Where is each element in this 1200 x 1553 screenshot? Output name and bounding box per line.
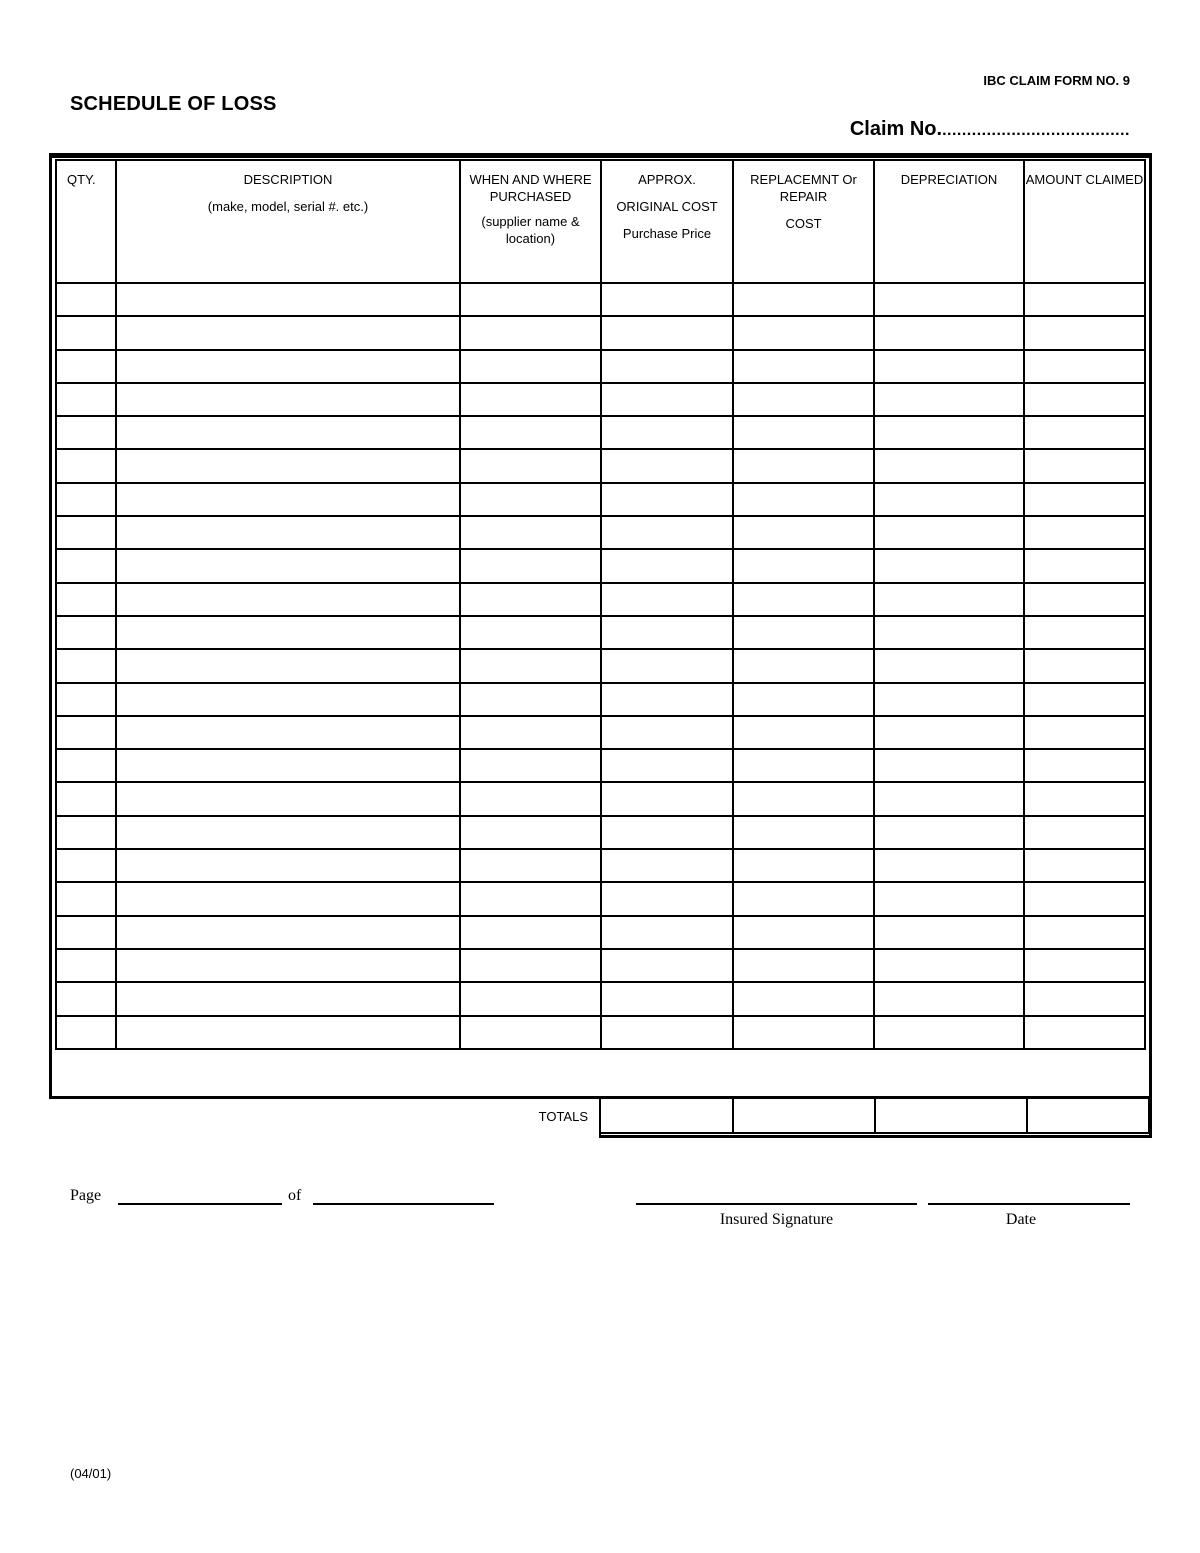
original-cost-cell[interactable]	[601, 583, 733, 616]
when-where-cell[interactable]	[460, 416, 601, 449]
table-row	[56, 882, 1145, 915]
replacement-cost-cell[interactable]	[733, 916, 874, 949]
replacement-cost-cell[interactable]	[733, 782, 874, 815]
header-original-cost-label: APPROX.	[638, 172, 696, 187]
amount-claimed-cell[interactable]	[1024, 949, 1145, 982]
when-where-cell[interactable]	[460, 616, 601, 649]
header-qty-label: QTY.	[67, 172, 96, 187]
table-row	[56, 583, 1145, 616]
page-title: SCHEDULE OF LOSS	[70, 93, 277, 115]
table-row	[56, 283, 1145, 316]
amount-claimed-cell[interactable]	[1024, 583, 1145, 616]
original-cost-cell[interactable]	[601, 316, 733, 349]
header-replacement-cost-label: REPLACEMNT Or REPAIR	[750, 172, 857, 204]
description-cell[interactable]	[116, 882, 460, 915]
header-when-where	[460, 160, 601, 283]
when-where-cell[interactable]	[460, 949, 601, 982]
header-description-sub: (make, model, serial #. etc.)	[207, 199, 369, 214]
depreciation-cell[interactable]	[874, 483, 1024, 516]
table-row	[56, 1016, 1145, 1049]
totals-label: TOTALS	[538, 1109, 588, 1124]
table-row	[56, 949, 1145, 982]
depreciation-cell[interactable]	[874, 283, 1024, 316]
amount-claimed-cell[interactable]	[1024, 1016, 1145, 1049]
qty-cell[interactable]	[56, 816, 116, 849]
description-cell[interactable]	[116, 416, 460, 449]
qty-cell[interactable]	[56, 449, 116, 482]
amount-claimed-cell[interactable]	[1024, 516, 1145, 549]
original-cost-cell[interactable]	[601, 749, 733, 782]
qty-cell[interactable]	[56, 649, 116, 682]
original-cost-cell[interactable]	[601, 283, 733, 316]
when-where-cell[interactable]	[460, 1016, 601, 1049]
table-row	[56, 516, 1145, 549]
header-replacement-cost-sub: COST	[785, 216, 822, 231]
claim-number-dots: ......................................	[942, 122, 1130, 139]
replacement-cost-cell[interactable]	[733, 649, 874, 682]
when-where-cell[interactable]	[460, 882, 601, 915]
table-row	[56, 616, 1145, 649]
table-header-row	[56, 160, 1145, 283]
description-cell[interactable]	[116, 516, 460, 549]
amount-claimed-cell[interactable]	[1024, 416, 1145, 449]
claim-number-label: Claim No.	[849, 118, 943, 140]
date-line[interactable]	[928, 1203, 1130, 1205]
header-original-cost	[601, 160, 733, 283]
depreciation-cell[interactable]	[874, 416, 1024, 449]
description-cell[interactable]	[116, 1016, 460, 1049]
depreciation-cell[interactable]	[874, 516, 1024, 549]
replacement-cost-cell[interactable]	[733, 683, 874, 716]
depreciation-cell[interactable]	[874, 949, 1024, 982]
qty-cell[interactable]	[56, 416, 116, 449]
table-row	[56, 749, 1145, 782]
amount-claimed-cell[interactable]	[1024, 882, 1145, 915]
amount-claimed-cell[interactable]	[1024, 782, 1145, 815]
replacement-cost-cell[interactable]	[733, 449, 874, 482]
header-amount-claimed-label: AMOUNT CLAIMED	[1025, 172, 1144, 187]
original-cost-cell[interactable]	[601, 1016, 733, 1049]
when-where-cell[interactable]	[460, 982, 601, 1015]
qty-cell[interactable]	[56, 749, 116, 782]
original-cost-cell[interactable]	[601, 416, 733, 449]
description-cell[interactable]	[116, 683, 460, 716]
description-cell[interactable]	[116, 316, 460, 349]
qty-cell[interactable]	[56, 982, 116, 1015]
when-where-cell[interactable]	[460, 549, 601, 582]
qty-cell[interactable]	[56, 849, 116, 882]
amount-claimed-cell[interactable]	[1024, 982, 1145, 1015]
when-where-cell[interactable]	[460, 316, 601, 349]
table-row	[56, 316, 1145, 349]
replacement-cost-cell[interactable]	[733, 383, 874, 416]
original-cost-cell[interactable]	[601, 350, 733, 383]
table-row	[56, 549, 1145, 582]
table-row	[56, 683, 1145, 716]
qty-cell[interactable]	[56, 683, 116, 716]
qty-cell[interactable]	[56, 483, 116, 516]
signature-label: Insured Signature	[719, 1211, 834, 1228]
replacement-cost-cell[interactable]	[733, 283, 874, 316]
original-cost-cell[interactable]	[601, 782, 733, 815]
description-cell[interactable]	[116, 616, 460, 649]
amount-claimed-cell[interactable]	[1024, 316, 1145, 349]
description-cell[interactable]	[116, 649, 460, 682]
original-cost-cell[interactable]	[601, 483, 733, 516]
depreciation-cell[interactable]	[874, 350, 1024, 383]
original-cost-cell[interactable]	[601, 982, 733, 1015]
when-where-cell[interactable]	[460, 683, 601, 716]
replacement-cost-cell[interactable]	[733, 316, 874, 349]
depreciation-cell[interactable]	[874, 583, 1024, 616]
header-description-label: DESCRIPTION	[243, 172, 333, 187]
of-label: of	[288, 1187, 302, 1204]
qty-cell[interactable]	[56, 583, 116, 616]
header-replacement-cost	[733, 160, 874, 283]
description-cell[interactable]	[116, 949, 460, 982]
table-row	[56, 416, 1145, 449]
when-where-cell[interactable]	[460, 449, 601, 482]
signature-line[interactable]	[636, 1203, 917, 1205]
amount-claimed-cell[interactable]	[1024, 649, 1145, 682]
when-where-cell[interactable]	[460, 749, 601, 782]
claim-number-field[interactable]	[700, 118, 1130, 141]
when-where-cell[interactable]	[460, 849, 601, 882]
replacement-cost-cell[interactable]	[733, 716, 874, 749]
description-cell[interactable]	[116, 283, 460, 316]
replacement-cost-cell[interactable]	[733, 350, 874, 383]
when-where-cell[interactable]	[460, 649, 601, 682]
amount-claimed-cell[interactable]	[1024, 916, 1145, 949]
depreciation-cell[interactable]	[874, 816, 1024, 849]
description-cell[interactable]	[116, 782, 460, 815]
description-cell[interactable]	[116, 449, 460, 482]
replacement-cost-cell[interactable]	[733, 483, 874, 516]
depreciation-cell[interactable]	[874, 616, 1024, 649]
amount-claimed-cell[interactable]	[1024, 449, 1145, 482]
replacement-cost-cell[interactable]	[733, 882, 874, 915]
depreciation-cell[interactable]	[874, 716, 1024, 749]
header-original-cost-sub: ORIGINAL COST	[616, 199, 718, 214]
amount-claimed-cell[interactable]	[1024, 749, 1145, 782]
original-cost-cell[interactable]	[601, 683, 733, 716]
amount-claimed-cell[interactable]	[1024, 283, 1145, 316]
original-cost-cell[interactable]	[601, 716, 733, 749]
page-label: Page	[70, 1187, 102, 1204]
amount-claimed-cell[interactable]	[1024, 849, 1145, 882]
depreciation-cell[interactable]	[874, 882, 1024, 915]
original-cost-cell[interactable]	[601, 549, 733, 582]
original-cost-cell[interactable]	[601, 949, 733, 982]
header-depreciation-label: DEPRECIATION	[900, 172, 998, 187]
original-cost-cell[interactable]	[601, 849, 733, 882]
replacement-cost-cell[interactable]	[733, 416, 874, 449]
table-row	[56, 982, 1145, 1015]
depreciation-cell[interactable]	[874, 1016, 1024, 1049]
loss-schedule-table	[55, 159, 1146, 1050]
replacement-cost-cell[interactable]	[733, 516, 874, 549]
depreciation-cell[interactable]	[874, 916, 1024, 949]
original-cost-cell[interactable]	[601, 649, 733, 682]
qty-cell[interactable]	[56, 283, 116, 316]
description-cell[interactable]	[116, 749, 460, 782]
when-where-cell[interactable]	[460, 283, 601, 316]
header-qty	[56, 160, 116, 283]
depreciation-cell[interactable]	[874, 649, 1024, 682]
qty-cell[interactable]	[56, 882, 116, 915]
description-cell[interactable]	[116, 982, 460, 1015]
description-cell[interactable]	[116, 849, 460, 882]
form-number: IBC CLAIM FORM NO. 9	[983, 73, 1130, 88]
replacement-cost-cell[interactable]	[733, 982, 874, 1015]
replacement-cost-cell[interactable]	[733, 583, 874, 616]
amount-claimed-cell[interactable]	[1024, 483, 1145, 516]
amount-claimed-cell[interactable]	[1024, 350, 1145, 383]
original-cost-cell[interactable]	[601, 916, 733, 949]
qty-cell[interactable]	[56, 782, 116, 815]
table-row	[56, 916, 1145, 949]
table-row	[56, 449, 1145, 482]
qty-cell[interactable]	[56, 383, 116, 416]
qty-cell[interactable]	[56, 949, 116, 982]
form-version: (04/01)	[70, 1466, 112, 1481]
table-row	[56, 649, 1145, 682]
description-cell[interactable]	[116, 383, 460, 416]
description-cell[interactable]	[116, 549, 460, 582]
qty-cell[interactable]	[56, 316, 116, 349]
amount-claimed-cell[interactable]	[1024, 383, 1145, 416]
when-where-cell[interactable]	[460, 916, 601, 949]
replacement-cost-cell[interactable]	[733, 849, 874, 882]
table-row	[56, 782, 1145, 815]
original-cost-cell[interactable]	[601, 616, 733, 649]
amount-claimed-cell[interactable]	[1024, 716, 1145, 749]
qty-cell[interactable]	[56, 1016, 116, 1049]
original-cost-cell[interactable]	[601, 449, 733, 482]
depreciation-cell[interactable]	[874, 782, 1024, 815]
depreciation-cell[interactable]	[874, 749, 1024, 782]
when-where-cell[interactable]	[460, 516, 601, 549]
depreciation-cell[interactable]	[874, 316, 1024, 349]
amount-claimed-cell[interactable]	[1024, 816, 1145, 849]
table-row	[56, 816, 1145, 849]
description-cell[interactable]	[116, 816, 460, 849]
amount-claimed-cell[interactable]	[1024, 683, 1145, 716]
replacement-cost-cell[interactable]	[733, 949, 874, 982]
when-where-cell[interactable]	[460, 716, 601, 749]
description-cell[interactable]	[116, 716, 460, 749]
description-cell[interactable]	[116, 483, 460, 516]
qty-cell[interactable]	[56, 916, 116, 949]
table-row	[56, 350, 1145, 383]
qty-cell[interactable]	[56, 516, 116, 549]
replacement-cost-cell[interactable]	[733, 616, 874, 649]
when-where-cell[interactable]	[460, 782, 601, 815]
replacement-cost-cell[interactable]	[733, 549, 874, 582]
depreciation-cell[interactable]	[874, 683, 1024, 716]
when-where-cell[interactable]	[460, 583, 601, 616]
replacement-cost-cell[interactable]	[733, 749, 874, 782]
qty-cell[interactable]	[56, 549, 116, 582]
table-row	[56, 716, 1145, 749]
header-original-cost-sub2: Purchase Price	[622, 226, 712, 241]
amount-claimed-cell[interactable]	[1024, 549, 1145, 582]
date-label: Date	[1005, 1211, 1037, 1228]
description-cell[interactable]	[116, 583, 460, 616]
header-when-where-label: WHEN AND WHERE PURCHASED	[469, 172, 592, 204]
depreciation-cell[interactable]	[874, 383, 1024, 416]
depreciation-cell[interactable]	[874, 849, 1024, 882]
description-cell[interactable]	[116, 916, 460, 949]
original-cost-cell[interactable]	[601, 882, 733, 915]
header-description	[116, 160, 460, 283]
replacement-cost-cell[interactable]	[733, 816, 874, 849]
table-row	[56, 383, 1145, 416]
when-where-cell[interactable]	[460, 483, 601, 516]
qty-cell[interactable]	[56, 616, 116, 649]
qty-cell[interactable]	[56, 350, 116, 383]
header-depreciation	[874, 160, 1024, 283]
totals-frame	[599, 1097, 1152, 1138]
depreciation-cell[interactable]	[874, 982, 1024, 1015]
page-number-line[interactable]	[118, 1203, 282, 1205]
page-total-line[interactable]	[313, 1203, 494, 1205]
when-where-cell[interactable]	[460, 816, 601, 849]
when-where-cell[interactable]	[460, 350, 601, 383]
depreciation-cell[interactable]	[874, 449, 1024, 482]
description-cell[interactable]	[116, 350, 460, 383]
qty-cell[interactable]	[56, 716, 116, 749]
replacement-cost-cell[interactable]	[733, 1016, 874, 1049]
header-when-where-sub: (supplier name & location)	[481, 214, 580, 246]
table-row	[56, 483, 1145, 516]
when-where-cell[interactable]	[460, 383, 601, 416]
original-cost-cell[interactable]	[601, 816, 733, 849]
table-row	[56, 849, 1145, 882]
depreciation-cell[interactable]	[874, 549, 1024, 582]
original-cost-cell[interactable]	[601, 383, 733, 416]
header-amount-claimed	[1024, 160, 1145, 283]
amount-claimed-cell[interactable]	[1024, 616, 1145, 649]
original-cost-cell[interactable]	[601, 516, 733, 549]
